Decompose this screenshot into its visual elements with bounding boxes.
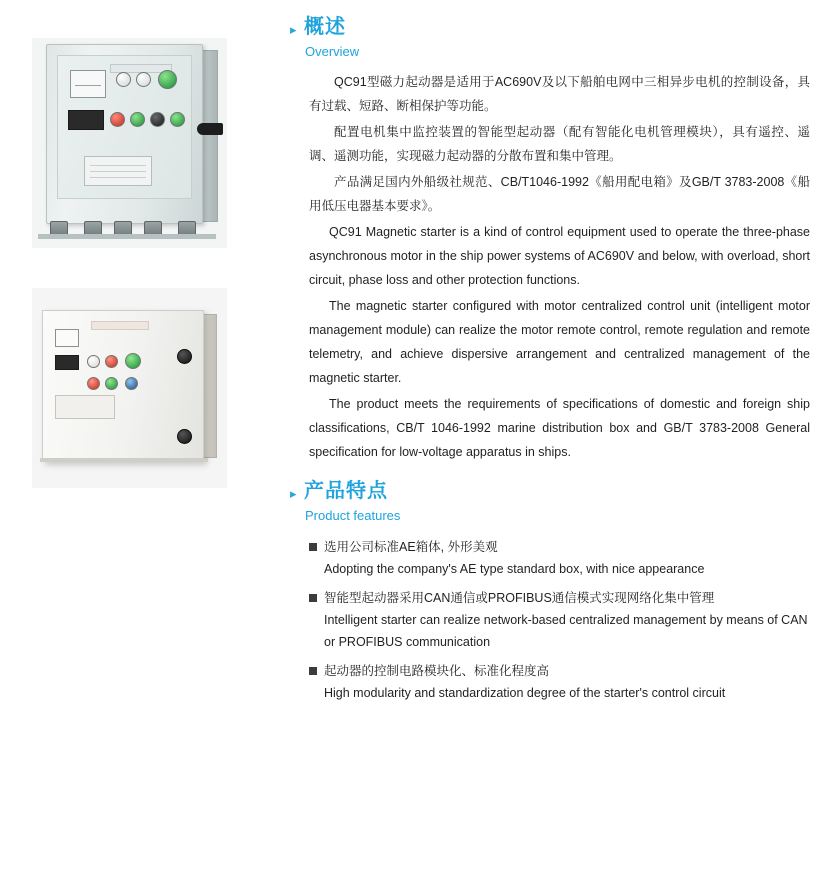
- features-heading: [290, 478, 810, 526]
- features-list: [309, 536, 810, 704]
- white-nameplate-top: [91, 321, 149, 330]
- white-door-lock-bottom: [177, 429, 192, 444]
- white-push-button-green-2: [105, 377, 118, 390]
- feature-text-cn: 选用公司标准AE箱体, 外形美观: [324, 540, 498, 554]
- ammeter-gauge: [70, 70, 106, 98]
- cabinet-body: [46, 44, 203, 224]
- overview-body: [309, 70, 810, 464]
- feature-item: [309, 587, 810, 653]
- white-cabinet-shadow-base: [40, 458, 208, 462]
- feature-text-en: Intelligent starter can realize network-based centralized management by means of CAN or PROFIBUS communication: [324, 613, 808, 649]
- indicator-lamp-white-2: [136, 72, 151, 87]
- cabinet-shadow-base: [38, 234, 216, 239]
- white-digital-display: [55, 355, 79, 370]
- features-title-cn: 产品特点: [304, 480, 388, 502]
- overview-title-cn: 概述: [304, 16, 346, 38]
- white-start-button-green: [125, 353, 141, 369]
- section-product-features: [290, 478, 810, 704]
- white-rating-plate: [55, 395, 115, 419]
- content-column: [290, 0, 820, 711]
- stop-button-red: [110, 112, 125, 127]
- white-cabinet-body: [42, 310, 204, 462]
- overview-paragraph-cn-1: QC91型磁力起动器是适用于AC690V及以下船舶电网中三相异步电机的控制设备，具有过载、短路、断相保护等功能。: [309, 75, 810, 113]
- white-stop-button-red: [105, 355, 118, 368]
- run-button-green: [130, 112, 145, 127]
- section-arrow-icon-2: ▸: [290, 486, 297, 501]
- product-photo-white-cabinet: [32, 288, 227, 488]
- feature-text-cn: 智能型起动器采用CAN通信或PROFIBUS通信模式实现网络化集中管理: [324, 591, 715, 605]
- feature-text-en: Adopting the company's AE type standard box, with nice appearance: [324, 562, 705, 576]
- overview-paragraph-en-2: The magnetic starter configured with motor centralized control unit (intelligent motor management module) can realize the motor remote control, remote regulation and remote telemetry, and achieve dispersive arrangement and centralized management of the magnetic starter.: [309, 299, 810, 385]
- start-button-green: [158, 70, 177, 89]
- product-image-column: [0, 0, 290, 869]
- white-push-button-red-2: [87, 377, 100, 390]
- cabinet-door-panel: [57, 55, 192, 199]
- white-indicator-lamp: [87, 355, 100, 368]
- white-ammeter-gauge: [55, 329, 79, 347]
- overview-paragraph-en-1: QC91 Magnetic starter is a kind of control equipment used to operate the three-phase asynchronous motor in the ship power systems of AC690V and below, with overload, short circuit, phase loss and other protection functions.: [309, 225, 810, 287]
- rating-plate: [84, 156, 152, 186]
- section-overview: [290, 14, 810, 464]
- push-button-green-2: [170, 112, 185, 127]
- product-photo-grey-cabinet: [32, 38, 227, 248]
- white-door-lock-top: [177, 349, 192, 364]
- overview-paragraph-cn-3: 产品满足国内外船级社规范、CB/T1046-1992《船用配电箱》及GB/T 3783-2008《船用低压电器基本要求》。: [309, 175, 810, 213]
- overview-paragraph-en-3: The product meets the requirements of specifications of domestic and foreign ship classifications, CB/T 1046-1992 marine distribution box and GB/T 3783-2008 General specification for low-voltage apparatus in ships.: [309, 397, 810, 459]
- indicator-lamp-white: [116, 72, 131, 87]
- square-bullet-icon: [309, 543, 317, 551]
- door-handle: [197, 123, 223, 135]
- square-bullet-icon: [309, 667, 317, 675]
- selector-switch-black: [68, 110, 104, 130]
- feature-text-en: High modularity and standardization degree of the starter's control circuit: [324, 686, 726, 700]
- overview-title-en: Overview: [305, 44, 360, 59]
- feature-text-cn: 起动器的控制电路模块化、标准化程度高: [324, 664, 550, 678]
- features-title-en: Product features: [305, 508, 401, 523]
- overview-paragraph-cn-2: 配置电机集中监控装置的智能型起动器（配有智能化电机管理模块），具有遥控、遥调、遥测功能，实现磁力起动器的分散布置和集中管理。: [309, 125, 810, 163]
- overview-heading: [290, 14, 810, 62]
- push-button-black: [150, 112, 165, 127]
- white-push-button-blue: [125, 377, 138, 390]
- feature-item: [309, 536, 810, 580]
- section-arrow-icon: ▸: [290, 22, 297, 37]
- square-bullet-icon: [309, 594, 317, 602]
- feature-item: [309, 660, 810, 704]
